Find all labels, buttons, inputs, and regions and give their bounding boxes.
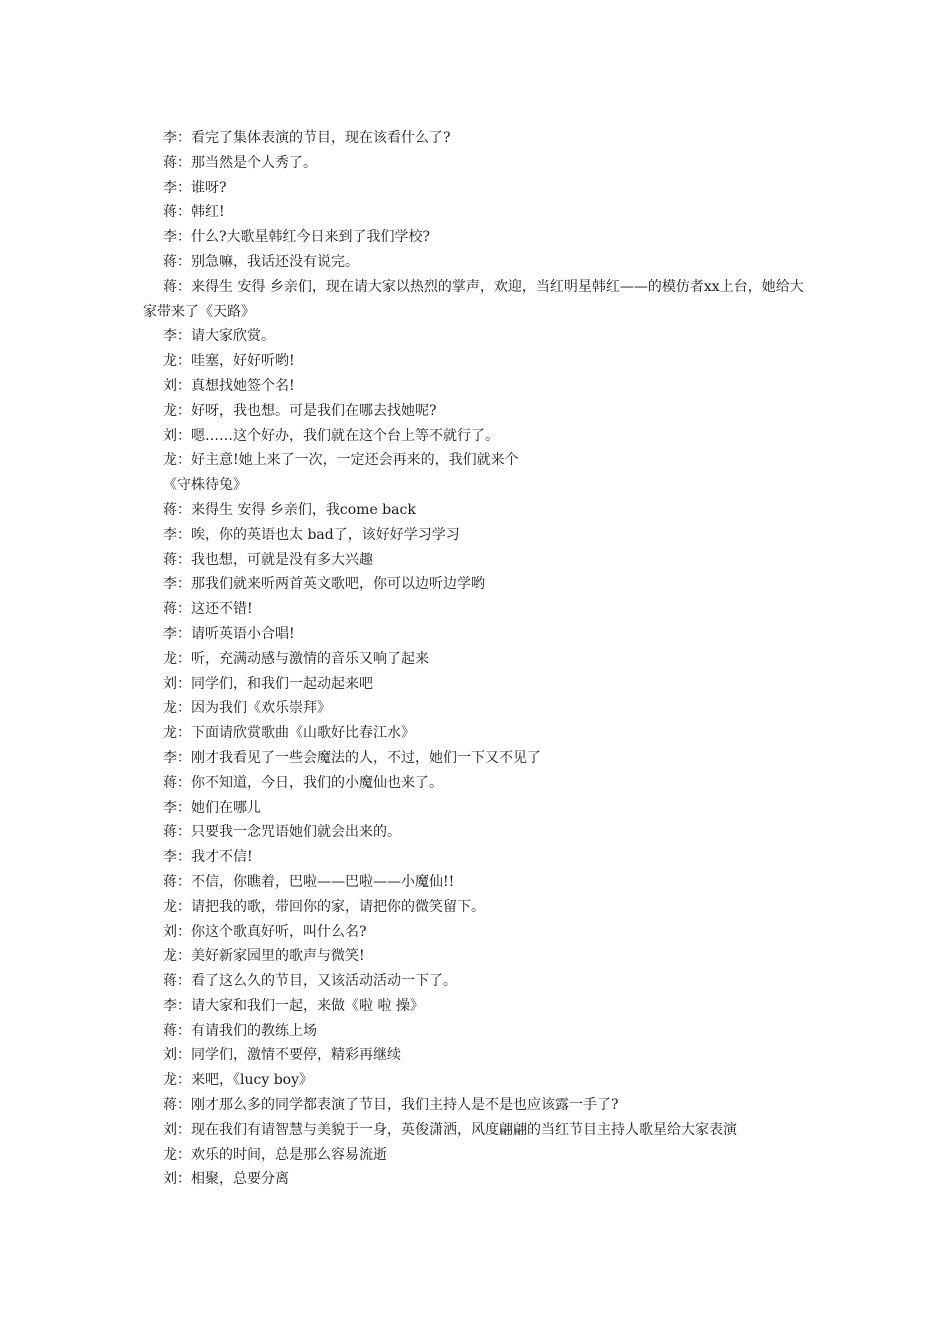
dialogue-line: 李：那我们就来听两首英文歌吧，你可以边听边学哟: [163, 576, 485, 593]
dialogue-line: 李：刚才我看见了一些会魔法的人，不过，她们一下又不见了: [163, 749, 541, 766]
dialogue-line: 龙：哇塞，好好听哟!: [163, 353, 295, 370]
dialogue-line: 蒋：有请我们的教练上场: [163, 1022, 317, 1039]
dialogue-line: 李：请大家和我们一起，来做《啦 啦 操》: [163, 997, 424, 1014]
dialogue-line: 《守株待兔》: [163, 477, 247, 494]
dialogue-line: 蒋：我也想，可就是没有多大兴趣: [163, 551, 373, 568]
dialogue-line: 蒋：别急嘛，我话还没有说完。: [163, 253, 359, 270]
dialogue-line: 蒋：韩红!: [163, 204, 225, 221]
dialogue-line: 蒋：来得生 安得 乡亲们，现在请大家以热烈的掌声，欢迎，当红明星韩红——的模仿者xx上台，她给大家带来了《天路》: [143, 278, 804, 320]
dialogue-line: 李：什么?大歌星韩红今日来到了我们学校?: [163, 229, 431, 246]
dialogue-line: 蒋：来得生 安得 乡亲们，我come back: [163, 501, 416, 518]
dialogue-line: 刘：同学们，激情不要停，精彩再继续: [163, 1047, 401, 1064]
dialogue-line: 蒋：看了这么久的节目，又该活动活动一下了。: [163, 973, 457, 990]
dialogue-line: 蒋：这还不错!: [163, 601, 253, 618]
dialogue-line: 龙：好主意!她上来了一次，一定还会再来的，我们就来个: [163, 452, 519, 469]
dialogue-line: 刘：你这个歌真好听，叫什么名?: [163, 923, 367, 940]
dialogue-line: 刘：真想找她签个名!: [163, 377, 295, 394]
dialogue-line: 李：谁呀?: [163, 179, 227, 196]
dialogue-line: 李：唉，你的英语也太 bad了，该好好学习学习: [163, 526, 460, 543]
dialogue-line: 刘：同学们，和我们一起动起来吧: [163, 675, 373, 692]
dialogue-line: 李：她们在哪儿: [163, 799, 261, 816]
script-text: [143, 126, 813, 1192]
dialogue-line: 刘：相聚，总要分离: [163, 1171, 289, 1188]
dialogue-line: 龙：好呀，我也想。可是我们在哪去找她呢?: [163, 402, 437, 419]
dialogue-line: 龙：来吧，《lucy boy》: [163, 1072, 313, 1089]
dialogue-line: 蒋：你不知道，今日，我们的小魔仙也来了。: [163, 774, 443, 791]
dialogue-line: 蒋：那当然是个人秀了。: [163, 154, 317, 171]
dialogue-line: 李：请听英语小合唱!: [163, 625, 295, 642]
dialogue-line: 龙：下面请欣赏歌曲《山歌好比春江水》: [163, 725, 415, 742]
dialogue-line: 蒋：刚才那么多的同学都表演了节目，我们主持人是不是也应该露一手了?: [163, 1097, 619, 1114]
dialogue-line: 刘：嗯……这个好办，我们就在这个台上等不就行了。: [163, 427, 499, 444]
dialogue-line: 李：我才不信!: [163, 849, 253, 866]
dialogue-line: 李：看完了集体表演的节目，现在该看什么了?: [163, 130, 451, 146]
dialogue-line: 龙：欢乐的时间，总是那么容易流逝: [163, 1146, 387, 1163]
dialogue-line: 蒋：只要我一念咒语她们就会出来的。: [163, 824, 401, 841]
dialogue-line: 龙：听，充满动感与激情的音乐又响了起来: [163, 650, 429, 667]
dialogue-line: 蒋：不信，你瞧着，巴啦——巴啦——小魔仙!!: [163, 873, 455, 890]
dialogue-line: 刘：现在我们有请智慧与美貌于一身，英俊潇洒，风度翩翩的当红节目主持人歌星给大家表演: [163, 1121, 737, 1138]
dialogue-line: 龙：请把我的歌，带回你的家，请把你的微笑留下。: [163, 898, 485, 915]
dialogue-line: 李：请大家欣赏。: [163, 328, 275, 345]
dialogue-line: 龙：因为我们《欢乐崇拜》: [163, 700, 331, 717]
dialogue-line: 龙：美好新家园里的歌声与微笑!: [163, 948, 365, 965]
